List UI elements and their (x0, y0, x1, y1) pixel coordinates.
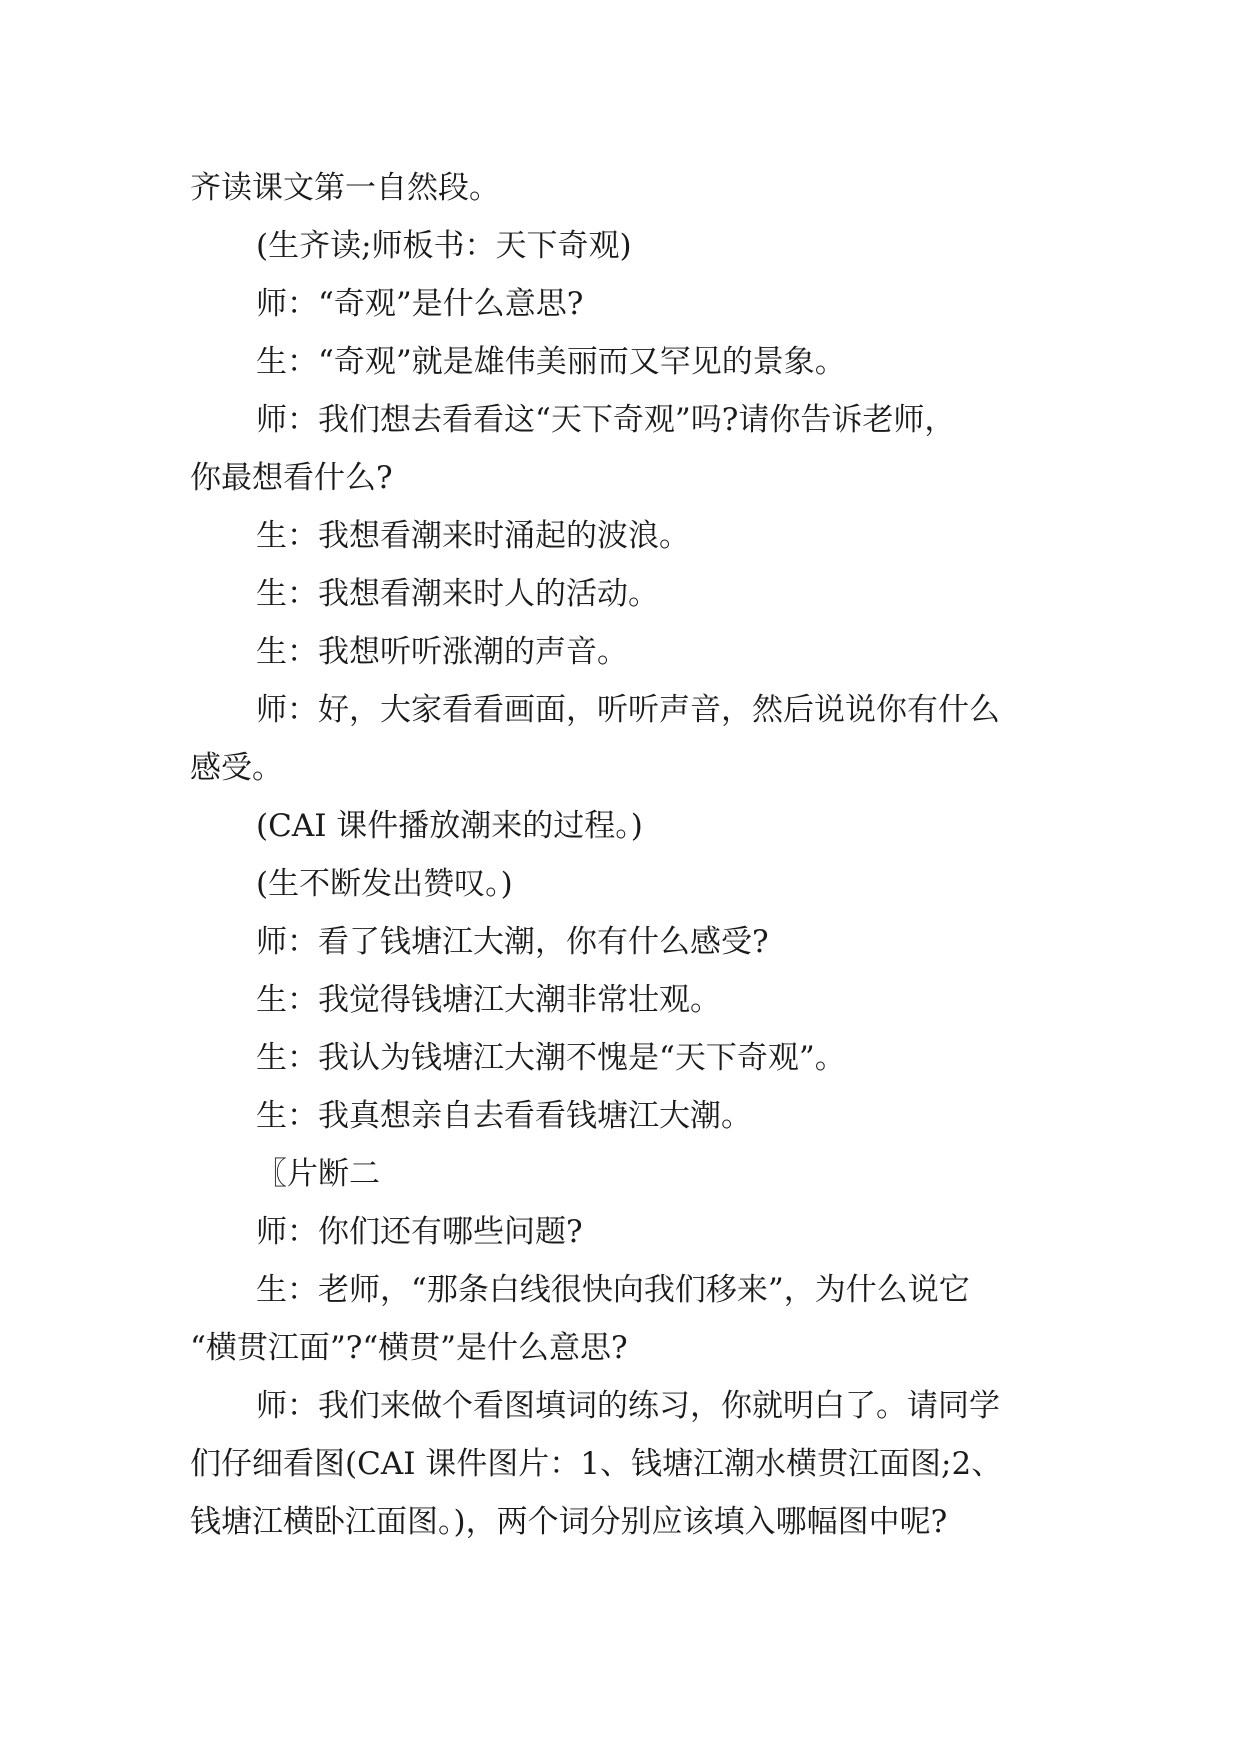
paragraph-line: 生：我想听听涨潮的声音。 (256, 634, 628, 670)
paragraph-line: 生：我觉得钱塘江大潮非常壮观。 (256, 982, 721, 1018)
paragraph-line: 师：“奇观”是什么意思? (256, 286, 584, 322)
paragraph-line: “横贯江面”?“横贯”是什么意思? (190, 1330, 628, 1366)
paragraph-line: 生：我想看潮来时涌起的波浪。 (256, 518, 690, 554)
paragraph-line: 生：我认为钱塘江大潮不愧是“天下奇观”。 (256, 1040, 846, 1076)
paragraph-line: 师：你们还有哪些问题? (256, 1214, 583, 1250)
paragraph-line: 感受。 (190, 750, 283, 786)
paragraph-line: 们仔细看图(CAI 课件图片：1、钱塘江潮水横贯江面图;2、 (190, 1446, 1003, 1482)
paragraph-line: (生不断发出赞叹。) (256, 866, 513, 902)
section-heading: 〖片断二 (256, 1156, 380, 1192)
paragraph-line: 生：“奇观”就是雄伟美丽而又罕见的景象。 (256, 344, 846, 380)
paragraph-line: 齐读课文第一自然段。 (190, 170, 500, 206)
paragraph-line: (生齐读;师板书：天下奇观) (256, 228, 632, 264)
paragraph-line: 师：看了钱塘江大潮，你有什么感受? (256, 924, 769, 960)
paragraph-line: (CAI 课件播放潮来的过程。) (256, 808, 643, 844)
paragraph-line: 师：好，大家看看画面，听听声音，然后说说你有什么 (256, 692, 1000, 728)
paragraph-line: 师：我们来做个看图填词的练习，你就明白了。请同学 (256, 1388, 1000, 1424)
paragraph-line: 师：我们想去看看这“天下奇观”吗?请你告诉老师， (256, 402, 956, 438)
paragraph-line: 生：我想看潮来时人的活动。 (256, 576, 659, 612)
paragraph-line: 生：老师，“那条白线很快向我们移来”，为什么说它 (256, 1272, 970, 1308)
paragraph-line: 你最想看什么? (190, 460, 393, 496)
paragraph-line: 生：我真想亲自去看看钱塘江大潮。 (256, 1098, 752, 1134)
paragraph-line: 钱塘江横卧江面图。)，两个词分别应该填入哪幅图中呢? (190, 1504, 948, 1540)
